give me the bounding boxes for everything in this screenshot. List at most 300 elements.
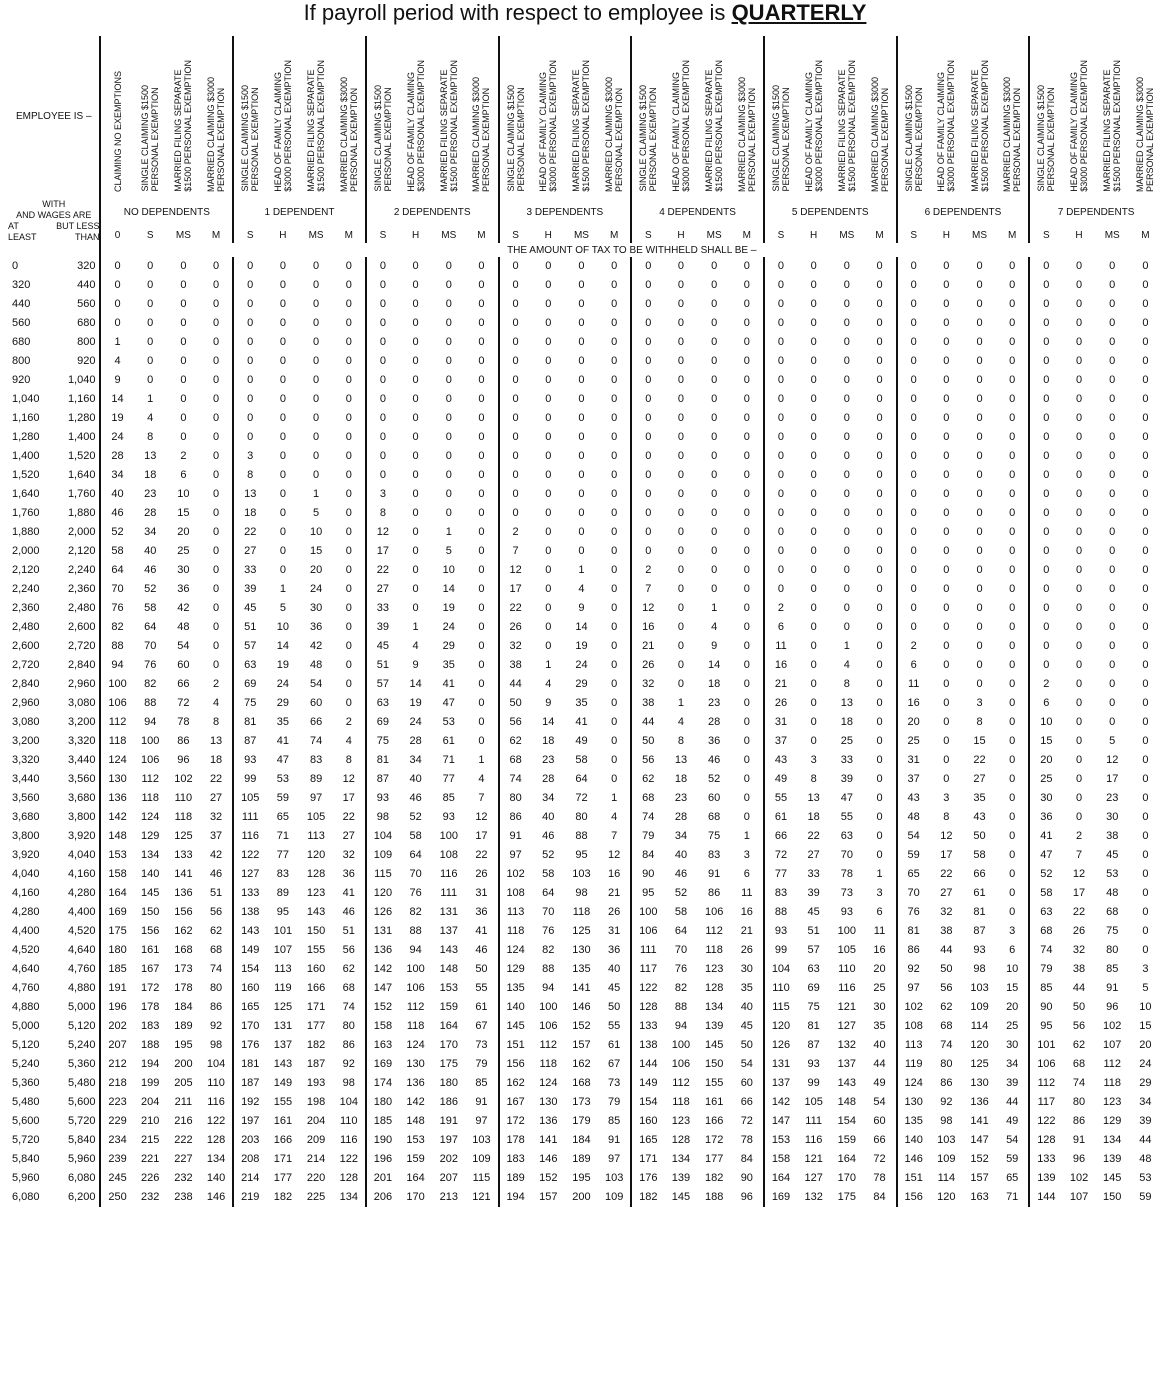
tax-amount-cell: 0 [843,260,850,272]
tax-amount-cell: 57 [807,944,820,956]
tax-amount-cell: 8 [976,716,983,728]
tax-amount-cell: 0 [1075,431,1083,443]
tax-amount-cell: 0 [445,488,452,500]
tax-amount-cell: 0 [711,469,718,481]
column-header-cell [499,36,532,196]
tax-amount-cell: 12 [1106,754,1119,766]
tax-amount-cell: 0 [1075,507,1083,519]
tax-amount-cell: 0 [943,716,950,728]
wage-bracket [8,295,99,314]
tax-amount-cell: 0 [445,374,452,386]
tax-amount-cell: 130 [406,1058,425,1070]
wage-bracket [8,333,99,352]
tax-amount-cell: 72 [740,1115,753,1127]
tax-amount-cell: 0 [100,295,133,314]
tax-amount-cell: 162 [499,1074,532,1093]
tax-amount-cell: 130 [897,1093,930,1112]
table-row [8,865,1162,884]
tax-amount-cell: 111 [805,1115,823,1127]
tax-amount-cell: 97 [608,1153,621,1165]
tax-amount-cell: 0 [810,583,817,595]
tax-amount-cell: 218 [100,1074,133,1093]
tax-amount-cell: 102 [897,998,930,1017]
tax-amount-cell: 0 [943,697,950,709]
tax-amount-cell: 127 [804,1172,823,1184]
tax-amount-cell: 0 [631,314,664,333]
tax-amount-cell: 54 [740,1058,753,1070]
tax-amount-cell: 0 [366,371,399,390]
wage-bracket [8,390,99,409]
column-header-cell [432,36,465,196]
wage-but-less-than: 5,240 [67,1039,96,1051]
tax-amount-cell: 74 [342,1001,355,1013]
tax-amount-cell: 205 [174,1077,193,1089]
tax-amount-cell: 0 [897,580,930,599]
tax-amount-cell: 0 [478,450,485,462]
tax-amount-cell: 0 [478,488,485,500]
tax-amount-cell: 135 [499,979,532,998]
tax-amount-cell: 2 [1029,675,1062,694]
tax-amount-cell: 59 [1006,1153,1019,1165]
column-header-cell [333,36,366,196]
tax-amount-cell: 51 [342,925,355,937]
tax-amount-cell: 134 [141,849,160,861]
tax-amount-cell: 202 [100,1017,133,1036]
tax-amount-cell: 24 [409,716,422,728]
tax-amount-cell: 0 [478,393,485,405]
tax-amount-cell: 0 [147,336,154,348]
tax-amount-cell: 0 [677,678,685,690]
wage-at-least: 2,120 [12,564,40,576]
tax-amount-cell: 86 [940,1077,953,1089]
tax-amount-cell: 185 [100,960,133,979]
tax-amount-cell: 16 [764,656,797,675]
tax-amount-cell: 80 [209,982,223,994]
tax-amount-cell: 137 [439,925,458,937]
tax-amount-cell: 0 [1142,887,1149,899]
tax-amount-cell: 0 [1142,944,1149,956]
tax-amount-cell: 0 [976,640,983,652]
tax-amount-cell: 0 [943,317,950,329]
wages-bracket-label [8,196,100,243]
tax-amount-cell: 118 [499,922,532,941]
tax-amount-cell: 47 [442,697,455,709]
tax-amount-cell: 106 [671,1058,691,1070]
tax-amount-cell: 127 [233,865,266,884]
tax-amount-cell: 0 [499,409,532,428]
tax-amount-cell: 12 [366,523,399,542]
wage-bracket-cell [8,846,100,865]
tax-amount-cell: 0 [578,374,585,386]
tax-amount-cell: 179 [572,1115,591,1127]
tax-amount-cell: 116 [233,827,266,846]
wage-but-less-than: 5,840 [67,1134,96,1146]
tax-amount-cell: 39 [1139,1115,1152,1127]
tax-amount-cell: 208 [233,1150,266,1169]
tax-amount-cell: 29 [276,697,290,709]
tax-amount-cell: 0 [545,336,552,348]
wage-bracket [8,1188,99,1207]
wage-at-least: 1,760 [12,507,40,519]
tax-amount-cell: 20 [177,526,190,538]
tax-amount-cell: 26 [475,868,488,880]
tax-amount-cell: 176 [233,1036,266,1055]
tax-amount-cell: 0 [1109,507,1116,519]
tax-amount-cell: 112 [1103,1058,1121,1070]
tax-amount-cell: 0 [1075,811,1083,823]
tax-amount-cell: 128 [339,1172,358,1184]
tax-amount-cell: 0 [677,602,685,614]
tax-amount-cell: 91 [1072,1134,1086,1146]
tax-amount-cell: 88 [764,903,797,922]
tax-amount-cell: 7 [631,580,664,599]
tax-amount-cell: 206 [366,1188,399,1207]
tax-amount-cell: 0 [1029,409,1062,428]
tax-amount-cell: 156 [499,1055,532,1074]
tax-amount-cell: 0 [100,276,133,295]
tax-amount-cell: 0 [1075,621,1083,633]
wage-but-less-than: 3,800 [67,811,96,823]
tax-amount-cell: 177 [273,1172,293,1184]
table-row [8,409,1162,428]
tax-amount-cell: 0 [897,599,930,618]
tax-amount-cell: 0 [213,450,220,462]
tax-amount-cell: 116 [838,982,856,994]
tax-amount-cell: 0 [876,412,883,424]
tax-amount-cell: 0 [810,488,817,500]
tax-amount-cell: 42 [309,640,323,652]
wage-but-less-than: 2,120 [67,545,96,557]
tax-amount-cell: 39 [1006,1077,1019,1089]
tax-amount-cell: 0 [743,792,750,804]
tax-amount-cell: 0 [1009,849,1016,861]
tax-amount-cell: 46 [475,944,488,956]
tax-amount-cell: 207 [439,1172,458,1184]
tax-amount-cell: 13 [807,792,820,804]
wage-bracket-cell [8,276,100,295]
tax-amount-cell: 44 [1139,1134,1152,1146]
tax-amount-cell: 76 [674,963,688,975]
tax-amount-cell: 0 [1142,260,1149,272]
wage-bracket [8,1017,99,1036]
tax-amount-cell: 30 [1106,811,1119,823]
tax-amount-cell: 212 [100,1055,133,1074]
tax-amount-cell: 0 [1009,317,1016,329]
tax-amount-cell: 0 [499,466,532,485]
tax-amount-cell: 50 [608,1001,621,1013]
tax-amount-cell: 146 [572,1001,591,1013]
tax-amount-cell: 19 [409,697,422,709]
tax-amount-cell: 0 [1109,583,1116,595]
tax-amount-cell: 0 [545,298,552,310]
wage-at-least: 2,600 [12,640,40,652]
status-code-cell: MS [706,230,722,241]
tax-amount-cell: 0 [499,504,532,523]
tax-amount-cell: 33 [366,599,399,618]
but-less-than-label: BUT LESS THAN [56,221,100,242]
tax-amount-cell: 5 [445,545,452,557]
wage-at-least: 2,840 [12,678,40,690]
tax-amount-cell: 0 [631,447,664,466]
tax-amount-cell: 114 [937,1172,956,1184]
tax-amount-cell: 0 [478,716,485,728]
tax-amount-cell: 59 [1139,1191,1152,1203]
tax-amount-cell: 0 [1029,656,1062,675]
wage-at-least: 1,640 [12,488,40,500]
table-row [8,922,1162,941]
tax-amount-cell: 58 [575,754,588,766]
tax-amount-cell: 66 [740,1096,753,1108]
tax-amount-cell: 28 [674,811,688,823]
tax-amount-cell: 0 [677,298,685,310]
column-header-cell [698,36,731,196]
tax-amount-cell: 0 [876,849,883,861]
wage-bracket [8,1055,99,1074]
tax-amount-cell: 0 [711,545,718,557]
tax-amount-cell: 14 [100,390,133,409]
tax-amount-cell: 0 [611,735,618,747]
tax-amount-cell: 106 [631,922,664,941]
tax-amount-cell: 33 [840,754,853,766]
wage-but-less-than: 4,520 [67,925,96,937]
status-code-cell: S [233,228,266,243]
tax-amount-cell: 152 [572,1020,591,1032]
tax-amount-cell: 207 [100,1036,133,1055]
tax-amount-cell: 0 [1142,906,1149,918]
tax-amount-cell: 0 [1142,526,1149,538]
tax-amount-cell: 63 [1029,903,1062,922]
tax-amount-cell: 234 [100,1131,133,1150]
tax-amount-cell: 96 [1106,1001,1119,1013]
tax-amount-cell: 52 [674,887,688,899]
tax-amount-cell: 0 [313,317,320,329]
tax-amount-cell: 0 [631,352,664,371]
tax-amount-cell: 0 [578,469,585,481]
tax-amount-cell: 0 [1075,317,1083,329]
tax-amount-cell: 79 [475,1058,488,1070]
tax-amount-cell: 0 [213,659,220,671]
wage-bracket [8,865,99,884]
tax-amount-cell: 0 [1075,545,1083,557]
tax-amount-cell: 0 [1142,374,1149,386]
tax-amount-cell: 0 [412,564,419,576]
tax-amount-cell: 202 [439,1153,458,1165]
tax-amount-cell: 60 [309,697,323,709]
tax-amount-cell: 79 [1029,960,1062,979]
tax-amount-cell: 0 [810,716,817,728]
tax-amount-cell: 0 [1029,257,1062,276]
tax-amount-cell: 0 [843,488,850,500]
tax-amount-cell: 65 [1006,1172,1019,1184]
tax-amount-cell: 89 [276,887,290,899]
tax-amount-cell: 30 [740,963,753,975]
tax-amount-cell: 58 [674,906,688,918]
tax-amount-cell: 86 [342,1039,355,1051]
status-code-cell: M [742,230,751,241]
tax-amount-cell: 0 [313,279,320,291]
tax-amount-cell: 80 [1072,1096,1086,1108]
tax-amount-cell: 0 [1075,735,1083,747]
tax-amount-cell: 0 [876,602,883,614]
tax-amount-cell: 12 [342,773,355,785]
tax-amount-cell: 121 [472,1191,491,1203]
tax-amount-cell: 0 [677,431,685,443]
tax-amount-cell: 0 [1109,621,1116,633]
status-code-cell: M [477,230,486,241]
tax-amount-cell: 0 [445,279,452,291]
tax-amount-cell: 0 [1009,488,1016,500]
tax-amount-cell: 2 [499,523,532,542]
tax-amount-cell: 154 [233,960,266,979]
tax-amount-cell: 0 [876,507,883,519]
tax-amount-cell: 0 [412,374,419,386]
table-row [8,314,1162,333]
tax-amount-cell: 60 [177,659,190,671]
tax-amount-cell: 22 [342,811,355,823]
tax-amount-cell: 0 [764,580,797,599]
tax-amount-cell: 148 [406,1115,425,1127]
tax-amount-cell: 172 [704,1134,724,1146]
wage-bracket [8,770,99,789]
tax-amount-cell: 0 [499,428,532,447]
wage-at-least: 1,040 [12,393,40,405]
tax-amount-cell: 9 [100,371,133,390]
tax-amount-cell: 111 [440,887,458,899]
tax-amount-cell: 168 [572,1077,591,1089]
tax-amount-cell: 0 [876,526,883,538]
tax-amount-cell: 4 [545,678,552,690]
tax-amount-cell: 61 [608,1039,621,1051]
column-header-text: HEAD OF FAMILY CLAIMING $3000 PERSONAL EXEMPTION [405,60,426,192]
tax-amount-cell: 68 [209,944,223,956]
tax-amount-cell: 118 [539,1058,558,1070]
tax-amount-cell: 0 [366,466,399,485]
tax-amount-cell: 64 [575,773,588,785]
tax-amount-cell: 0 [233,428,266,447]
tax-amount-cell: 120 [306,849,326,861]
tax-amount-cell: 144 [631,1055,664,1074]
wage-at-least: 4,280 [12,906,40,918]
tax-amount-cell: 226 [141,1172,160,1184]
tax-amount-cell: 163 [366,1036,399,1055]
tax-amount-cell: 0 [943,507,950,519]
tax-amount-cell: 82 [409,906,422,918]
status-code-cell: M [211,230,221,241]
table-row [8,447,1162,466]
tax-amount-cell: 0 [976,545,983,557]
tax-amount-cell: 16 [873,944,886,956]
tax-amount-cell: 155 [273,1096,293,1108]
tax-amount-cell: 58 [144,602,157,614]
tax-amount-cell: 0 [764,428,797,447]
tax-amount-cell: 109 [970,1001,989,1013]
tax-amount-cell: 49 [873,1077,886,1089]
wage-bracket [8,922,99,941]
tax-amount-cell: 97 [897,979,930,998]
wage-at-least: 440 [12,298,31,310]
tax-amount-cell: 0 [631,504,664,523]
tax-amount-cell: 50 [940,963,953,975]
table-row [8,371,1162,390]
tax-amount-cell: 0 [412,469,419,481]
tax-amount-cell: 113 [499,903,532,922]
tax-amount-cell: 0 [366,314,399,333]
wage-at-least: 3,320 [12,754,40,766]
tax-amount-cell: 0 [412,526,419,538]
tax-amount-cell: 32 [209,811,223,823]
tax-amount-cell: 245 [100,1169,133,1188]
tax-amount-cell: 93 [807,1058,820,1070]
column-header-text: SINGLE CLAIMING $1500 PERSONAL EXEMPTION [1036,85,1057,192]
tax-amount-cell: 0 [943,602,950,614]
tax-amount-cell: 0 [764,485,797,504]
with-and-wages-text: WITH AND WAGES ARE [16,199,92,220]
tax-amount-cell: 53 [276,773,290,785]
tax-amount-cell: 0 [345,355,352,367]
table-row [8,504,1162,523]
tax-amount-cell: 133 [233,884,266,903]
tax-amount-cell: 13 [840,697,853,709]
tax-amount-cell: 139 [1029,1169,1062,1188]
tax-amount-cell: 86 [897,941,930,960]
tax-amount-cell: 24 [276,678,290,690]
tax-amount-cell: 0 [366,276,399,295]
wage-but-less-than: 3,680 [67,792,96,804]
tax-amount-cell: 26 [1072,925,1086,937]
tax-amount-cell: 6 [897,656,930,675]
tax-amount-cell: 0 [578,317,585,329]
tax-amount-cell: 0 [711,298,718,310]
tax-amount-cell: 125 [970,1058,989,1070]
status-code-cell: M [1141,230,1150,241]
tax-amount-cell: 0 [1109,564,1116,576]
tax-amount-cell: 0 [611,640,618,652]
tax-amount-cell: 150 [1103,1191,1122,1203]
tax-amount-cell: 14 [575,621,588,633]
tax-amount-cell: 0 [1109,412,1116,424]
tax-amount-cell: 214 [233,1169,266,1188]
tax-amount-cell: 0 [876,792,883,804]
tax-amount-cell: 2 [1075,830,1083,842]
tax-amount-cell: 89 [309,773,323,785]
tax-amount-cell: 26 [631,656,664,675]
tax-amount-cell: 67 [608,1058,621,1070]
tax-amount-cell: 0 [764,371,797,390]
tax-amount-cell: 157 [539,1191,558,1203]
tax-amount-cell: 0 [897,371,930,390]
wage-bracket-cell [8,1131,100,1150]
tax-amount-cell: 0 [1142,431,1149,443]
tax-amount-cell: 64 [542,887,555,899]
tax-amount-cell: 189 [572,1153,591,1165]
tax-amount-cell: 189 [499,1169,532,1188]
tax-amount-cell: 109 [937,1153,956,1165]
tax-amount-cell: 0 [897,466,930,485]
tax-amount-cell: 111 [631,941,664,960]
tax-amount-cell: 17 [342,792,355,804]
tax-amount-cell: 0 [943,735,950,747]
tax-amount-cell: 0 [897,352,930,371]
tax-amount-cell: 133 [631,1017,664,1036]
column-header-cell [200,36,233,196]
tax-amount-cell: 63 [366,694,399,713]
tax-amount-cell: 18 [674,773,688,785]
tax-amount-cell: 76 [542,925,555,937]
tax-amount-cell: 5 [313,507,320,519]
wage-bracket-cell [8,827,100,846]
tax-amount-cell: 0 [478,431,485,443]
table-row [8,333,1162,352]
